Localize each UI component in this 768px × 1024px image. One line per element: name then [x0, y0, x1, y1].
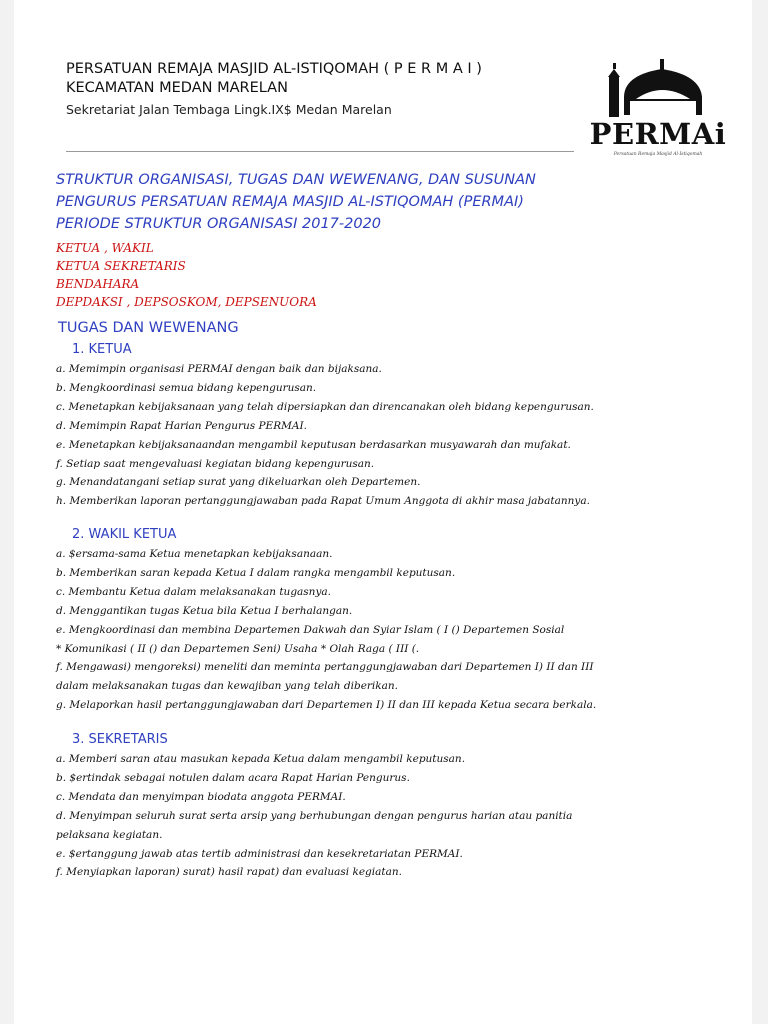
- structure-item: DEPDAKSI , DEPSOSKOM, DEPSENUORA: [56, 295, 317, 309]
- list-item: f. Setiap saat mengevaluasi kegiatan bidang kepengurusan.: [56, 457, 375, 470]
- list-item: g. Menandatangani setiap surat yang dikeluarkan oleh Departemen.: [56, 476, 421, 489]
- ketua-heading: 1. KETUA: [72, 342, 132, 357]
- list-item: c. Mendata dan menyimpan biodata anggota PERMAI.: [56, 790, 346, 803]
- list-item: pelaksana kegiatan.: [56, 828, 163, 841]
- sekretaris-duties: [56, 750, 746, 882]
- title-line3: PERIODE STRUKTUR ORGANISASI 2017-2020: [56, 216, 382, 232]
- list-item: g. Melaporkan hasil pertanggungjawaban dari Departemen I) II dan III kepada Ketua secara berkala.: [56, 699, 597, 712]
- wakil-ketua-heading: 2. WAKIL KETUA: [72, 527, 177, 542]
- list-item: d. Memimpin Rapat Harian Pengurus PERMAI.: [56, 419, 307, 432]
- structure-list: [56, 239, 317, 311]
- list-item: d. Menggantikan tugas Ketua bila Ketua I berhalangan.: [56, 604, 353, 617]
- list-item: dalam melaksanakan tugas dan kewajiban yang telah diberikan.: [56, 680, 399, 693]
- list-item: a. Memberi saran atau masukan kepada Ketua dalam mengambil keputusan.: [56, 753, 466, 765]
- org-name-line2: KECAMATAN MEDAN MARELAN: [66, 80, 288, 96]
- document-title: [56, 169, 696, 235]
- header-divider: [66, 151, 574, 152]
- logo-text: PERMAi: [589, 117, 727, 151]
- letterhead: [66, 60, 576, 117]
- wakil-ketua-duties: [56, 545, 746, 715]
- list-item: d. Menyimpan seluruh surat serta arsip yang berhubungan dengan pengurus harian atau panitia: [56, 809, 573, 822]
- structure-item: KETUA , WAKIL: [56, 241, 154, 255]
- list-item: b. Memberikan saran kepada Ketua I dalam rangka mengambil keputusan.: [56, 566, 456, 579]
- list-item: b. Mengkoordinasi semua bidang kepengurusan.: [56, 381, 317, 394]
- list-item: f. Mengawasi) mengoreksi) meneliti dan meminta pertanggungjawaban dari Departemen I) II dan III: [56, 661, 594, 674]
- list-item: e. $ertanggung jawab atas tertib administrasi dan kesekretariatan PERMAI.: [56, 847, 463, 860]
- org-name-line1: PERSATUAN REMAJA MASJID AL-ISTIQOMAH ( P E R M A I ): [66, 61, 482, 77]
- list-item: e. Mengkoordinasi dan membina Departemen Dakwah dan Syiar Islam ( I () Departemen Sosial: [56, 623, 565, 636]
- structure-item: KETUA SEKRETARIS: [56, 259, 186, 273]
- list-item: a. $ersama-sama Ketua menetapkan kebijaksanaan.: [56, 548, 333, 560]
- list-item: * Komunikasi ( II () dan Departemen Seni) Usaha * Olah Raga ( III (.: [56, 642, 420, 655]
- ketua-duties: [56, 360, 746, 511]
- section-heading: TUGAS DAN WEWENANG: [58, 320, 239, 336]
- logo-tagline: Persatuan Remaja Masjid Al-Istiqomah: [613, 152, 703, 157]
- list-item: c. Menetapkan kebijaksanaan yang telah dipersiapkan dan direncanakan oleh bidang kepengurusan.: [56, 400, 594, 413]
- list-item: a. Memimpin organisasi PERMAI dengan baik dan bijaksana.: [56, 363, 382, 375]
- list-item: f. Menyiapkan laporan) surat) hasil rapat) dan evaluasi kegiatan.: [56, 866, 402, 879]
- list-item: h. Memberikan laporan pertanggungjawaban pada Rapat Umum Anggota di akhir masa jabatannya.: [56, 495, 590, 508]
- structure-item: BENDAHARA: [56, 277, 140, 291]
- list-item: b. $ertindak sebagai notulen dalam acara Rapat Harian Pengurus.: [56, 771, 410, 784]
- title-line1: STRUKTUR ORGANISASI, TUGAS DAN WEWENANG, DAN SUSUNAN: [56, 172, 536, 188]
- list-item: c. Membantu Ketua dalam melaksanakan tugasnya.: [56, 585, 331, 598]
- list-item: e. Menetapkan kebijaksanaandan mengambil keputusan berdasarkan musyawarah dan mufakat.: [56, 438, 571, 451]
- sekretaris-heading: 3. SEKRETARIS: [72, 732, 168, 747]
- secretariat-address: Sekretariat Jalan Tembaga Lingk.IX$ Medan Marelan: [66, 102, 392, 117]
- title-line2: PENGURUS PERSATUAN REMAJA MASJID AL-ISTIQOMAH (PERMAI): [56, 194, 524, 210]
- permai-logo: [584, 55, 732, 159]
